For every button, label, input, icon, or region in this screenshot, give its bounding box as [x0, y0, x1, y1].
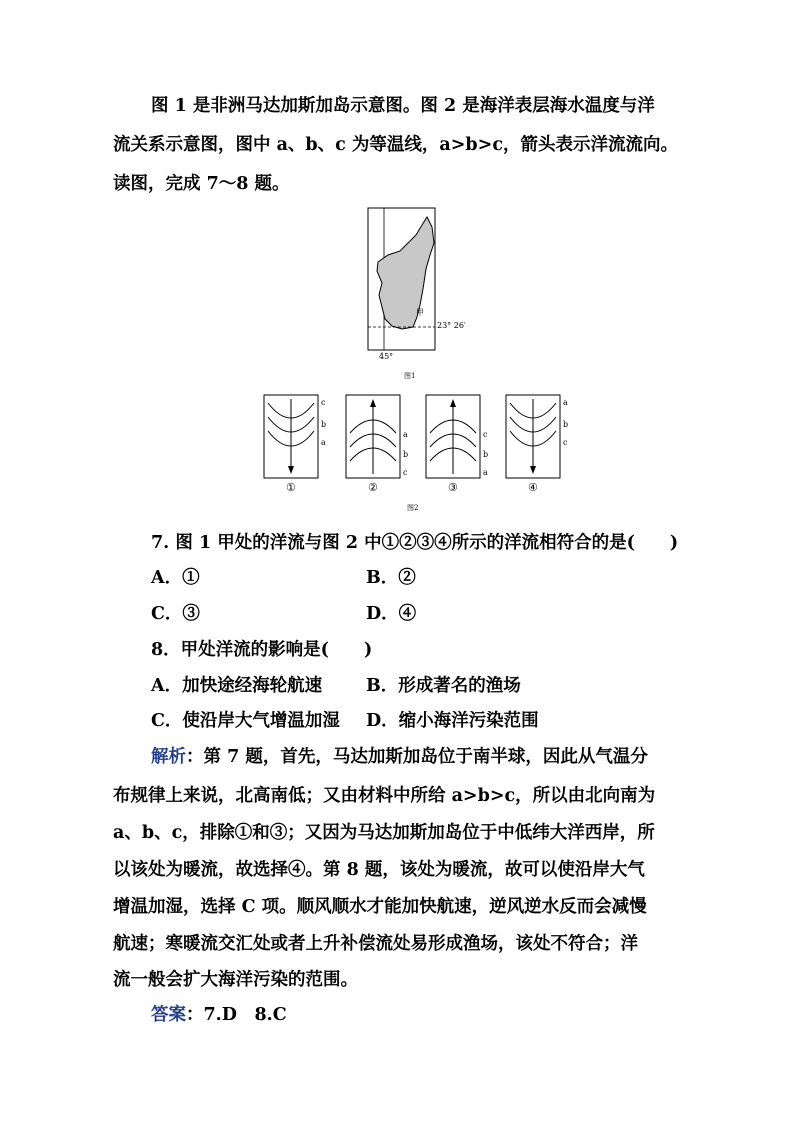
isotherm-label: b: [563, 420, 569, 429]
analysis-line-6: 航速；寒暖流交汇处或者上升补偿流处易形成渔场，该处不符合；洋: [113, 934, 638, 954]
q8-option-b: B．形成著名的渔场: [366, 676, 521, 696]
answer-label: 答案: [151, 1005, 186, 1025]
panel-number: ②: [368, 481, 378, 494]
figure-2-current-panels: [255, 388, 575, 518]
q7-option-b: B．②: [366, 568, 416, 588]
q8-stem: 8．甲处洋流的影响是( ): [151, 640, 373, 660]
answer-line: [151, 1003, 287, 1027]
isotherm-label: c: [563, 438, 568, 447]
current-arrowhead: [450, 399, 456, 407]
isotherm-label: b: [483, 450, 489, 459]
analysis-line-1: [151, 745, 648, 769]
label-jia: 甲: [416, 308, 424, 317]
current-arrowhead: [530, 466, 536, 474]
analysis-label: 解析: [151, 747, 186, 767]
current-arrowhead: [370, 399, 376, 407]
analysis-line-7: 流一般会扩大海洋污染的范围。: [113, 970, 358, 990]
isotherm-label: b: [321, 420, 327, 429]
q7-option-c: C．③: [151, 604, 200, 624]
latitude-label: 23° 26′: [437, 321, 466, 330]
q8-option-c: C．使沿岸大气增温加湿: [151, 711, 340, 731]
panel-number: ④: [528, 481, 538, 494]
figure-1-caption: 图1: [404, 372, 416, 380]
analysis-line-5: 增温加湿，选择 C 项。顺风顺水才能加快航速，逆风逆水反而会减慢: [113, 897, 647, 917]
madagascar-island: [377, 217, 434, 329]
panel-number: ①: [286, 481, 296, 494]
current-arrowhead: [288, 466, 294, 474]
isotherm-label: a: [321, 438, 326, 447]
analysis-line-3: a、b、c，排除①和③；又因为马达加斯加岛位于中低纬大洋西岸，所: [113, 823, 655, 843]
q7-stem: 7. 图 1 甲处的洋流与图 2 中①②③④所示的洋流相符合的是( ): [151, 533, 679, 553]
q8-option-a: A．加快途经海轮航速: [151, 676, 323, 696]
q7-option-d: D．④: [366, 604, 417, 624]
analysis-line-4: 以该处为暖流，故选择④。第 8 题，该处为暖流，故可以使沿岸大气: [113, 860, 645, 880]
intro-line-1: 图 1 是非洲马达加斯加岛示意图。图 2 是海洋表层海水温度与洋: [151, 96, 655, 116]
isotherm-label: a: [483, 468, 488, 477]
isotherm-label: a: [403, 430, 408, 439]
q8-option-d: D．缩小海洋污染范围: [366, 711, 539, 731]
longitude-label: 45°: [379, 352, 394, 361]
isotherm-label: c: [483, 430, 488, 439]
figure-2-caption: 图2: [407, 504, 419, 512]
figure-1-madagascar-map: [360, 205, 466, 385]
answer-text: ：7.D 8.C: [186, 1005, 287, 1025]
isotherm-label: b: [403, 450, 409, 459]
isotherm-label: c: [403, 468, 408, 477]
intro-line-3: 读图，完成 7～8 题。: [113, 174, 290, 194]
isotherm-label: a: [563, 398, 568, 407]
intro-line-2: 流关系示意图，图中 a、b、c 为等温线，a>b>c，箭头表示洋流流向。: [113, 135, 678, 155]
q7-option-a: A．①: [151, 568, 200, 588]
isotherm-label: c: [321, 398, 326, 407]
panel-number: ③: [448, 481, 458, 494]
analysis-text: ：第 7 题，首先，马达加斯加岛位于南半球，因此从气温分: [186, 747, 648, 767]
analysis-line-2: 布规律上来说，北高南低；又由材料中所给 a>b>c，所以由北向南为: [113, 786, 656, 806]
